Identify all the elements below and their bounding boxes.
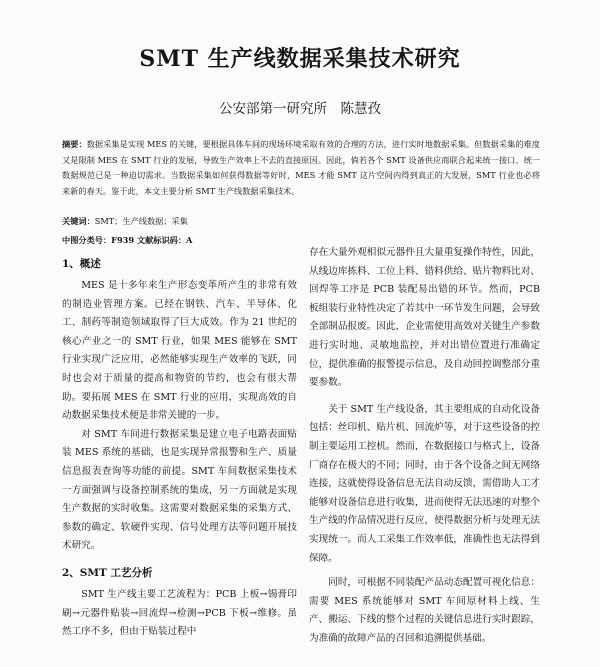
abstract xyxy=(62,137,540,199)
keywords-text: SMT；生产线数据；采集 xyxy=(94,216,188,226)
section-heading-smt-process: 2、SMT 工艺分析 xyxy=(62,566,153,579)
classification-line: 中图分类号：F939 文献标识码：A xyxy=(62,235,193,245)
section-heading-overview: 1、概述 xyxy=(62,258,101,270)
abstract-text: 数据采集是实现 MES 的关键，要根据具体车间的现场环境采取有效的合理的方法，进行实时地数据采集。但数据采集的难度又是限制 MES 在 SMT 行业的发展，导致生产效率上不去的直接原因。因此，倘若各个 SMT 设备供应商联合起来统一接口、统一数据规范已是一种迫切需求。当数据采集如何获得数据等好时，MES 才能 SMT 这片空间内得到真正的大发展，SMT 行业也必将来新的春天。鉴于此，本文主要分析 SMT 生产线数据采集技术。 xyxy=(62,139,540,196)
paragraph: SMT 生产线主要工艺流程为：PCB 上板→锡膏印刷→元器件贴装→回流焊→检测→PCB 下板→维修。虽然工序不多，但由于贴装过程中 xyxy=(62,588,297,638)
paragraph: 同时，可根据不同装配产品动态配置可视化信息：需要 MES 系统能够对 SMT 车间原材料上线、生产、搬运、下线的整个过程的关键信息进行实时跟踪，为准确的故障产品的召回和追溯提供基础。 xyxy=(309,577,540,644)
paragraph: 关于 SMT 生产线设备，其主要组成的自动化设备包括：丝印机、贴片机、回流炉等，对于这些设备的控制主要运用工控机。然而，在数据接口与格式上，设备厂商存在极大的不同；同时，由于各个设备之间无网络连接，这就使得设备信息无法自动反馈，需借助人工才能够对设备信息进行收集，进而使得无法迅速的对整个生产线的作品情况进行反应，使得数据分析与处理无法实现统一。而人工采集工作效率低，准确性也无法得到保障。 xyxy=(309,403,540,564)
abstract-label: 摘要： xyxy=(62,139,87,149)
right-column xyxy=(309,244,540,648)
paragraph: 存在大量外观相似元器件且大量重复操作特性，因此，从线边库拣料、工位上料、错料供给、贴片物料比对、回焊等工序是 PCB 装配易出错的环节。然而，PCB 板组装行业特性决定了若其中一环节发生问题，会导致全部制品报废。因此，企业需使用高效对关键生产参数进行实时地、灵敏地监控，并对出错位置进行准确定位，提供准确的报警提示信息，及自动回控调整部分重要参数。 xyxy=(309,247,540,389)
keywords-label: 关键词： xyxy=(62,216,95,226)
paragraph: 对 SMT 车间进行数据采集是建立电子电路表面贴装 MES 系统的基础，也是实现异常报警和生产、质量信息报表查询等功能的前提。SMT 车间数据采集技术一方面强调与设备控制系统的集成，另一方面就是实现生产数据的实时收集。这需要对数据采集的采集方式、参数的确定、软硬件实现、信号处理方法等问题开展技术研究。 xyxy=(62,428,297,552)
keywords xyxy=(62,215,540,227)
paragraph: MES 是十多年来生产形态变革所产生的非常有效的制造业管理方案。已经在钢铁、汽车、半导体、化工、制药等制造领域取得了巨大成效。作为 21 世纪的核心产业之一的 SMT 行业，如果 MES 能够在 SMT 行业实现广泛应用，必然能够实现生产效率的飞跃，同时也会对于质量的提高和物资的节约，也会有很大帮助。要拓展 MES 在 SMT 行业的应用，实现高效的自动数据采集技术便是非常关键的一步。 xyxy=(62,280,297,422)
paper-title: SMT 生产线数据采集技术研究 xyxy=(139,46,461,72)
author-line: 公安部第一研究所 陈慧孜 xyxy=(219,101,381,117)
left-column xyxy=(62,253,297,642)
